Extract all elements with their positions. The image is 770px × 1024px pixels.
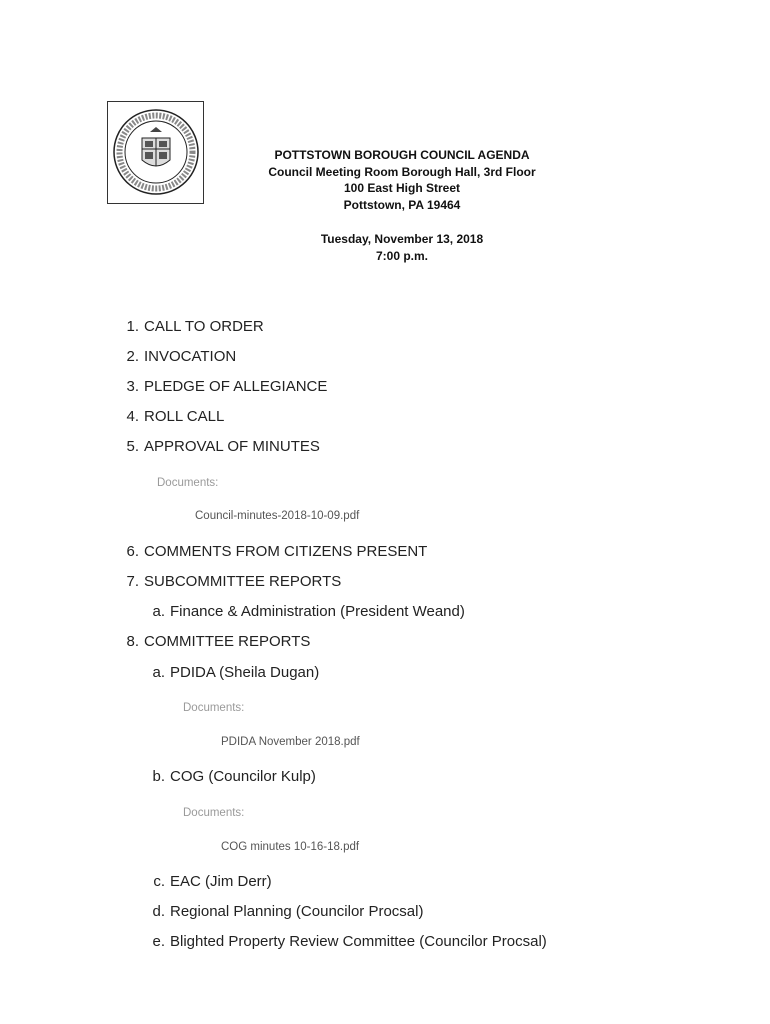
- cog-document-link[interactable]: COG minutes 10-16-18.pdf: [221, 841, 360, 853]
- subitem-pdida: a. PDIDA (Sheila Dugan): [152, 664, 320, 681]
- documents-label: Documents:: [157, 477, 219, 489]
- subitem-eac: c. EAC (Jim Derr): [153, 873, 272, 890]
- agenda-item-pledge: 3. PLEDGE OF ALLEGIANCE: [126, 378, 328, 395]
- street-address: 100 East High Street: [343, 181, 461, 195]
- subitem-finance: a. Finance & Administration (President Weand): [152, 603, 465, 620]
- documents-label: Documents:: [183, 702, 245, 714]
- subitem-blighted-property: e. Blighted Property Review Committee (Councilor Procsal): [152, 933, 547, 950]
- meeting-date: Tuesday, November 13, 2018: [320, 232, 484, 246]
- agenda-title: POTTSTOWN BOROUGH COUNCIL AGENDA: [274, 148, 530, 162]
- agenda-header: [260, 147, 544, 264]
- agenda-item-citizen-comments: 6. COMMENTS FROM CITIZENS PRESENT: [126, 543, 428, 560]
- seal-emblem: [112, 108, 200, 196]
- agenda-item-approval-minutes: 5. APPROVAL OF MINUTES: [126, 438, 320, 455]
- agenda-item-committee-reports: 8. COMMITTEE REPORTS: [126, 633, 311, 650]
- agenda-item-call-to-order: 1. CALL TO ORDER: [126, 318, 264, 335]
- agenda-item-invocation: 2. INVOCATION: [126, 348, 237, 365]
- pdida-document-link[interactable]: PDIDA November 2018.pdf: [221, 736, 360, 748]
- subitem-regional-planning: d. Regional Planning (Councilor Procsal): [152, 903, 424, 920]
- agenda-item-subcommittee-reports: 7. SUBCOMMITTEE REPORTS: [126, 573, 342, 590]
- agenda-item-roll-call: 4. ROLL CALL: [126, 408, 225, 425]
- city-address: Pottstown, PA 19464: [343, 197, 461, 212]
- meeting-time: 7:00 p.m.: [375, 248, 429, 263]
- subitem-cog: b. COG (Councilor Kulp): [152, 768, 316, 785]
- meeting-location: Council Meeting Room Borough Hall, 3rd Floor: [268, 164, 536, 179]
- minutes-document-link[interactable]: Council-minutes-2018-10-09.pdf: [195, 510, 360, 522]
- documents-label: Documents:: [183, 807, 245, 819]
- borough-seal: [107, 101, 204, 204]
